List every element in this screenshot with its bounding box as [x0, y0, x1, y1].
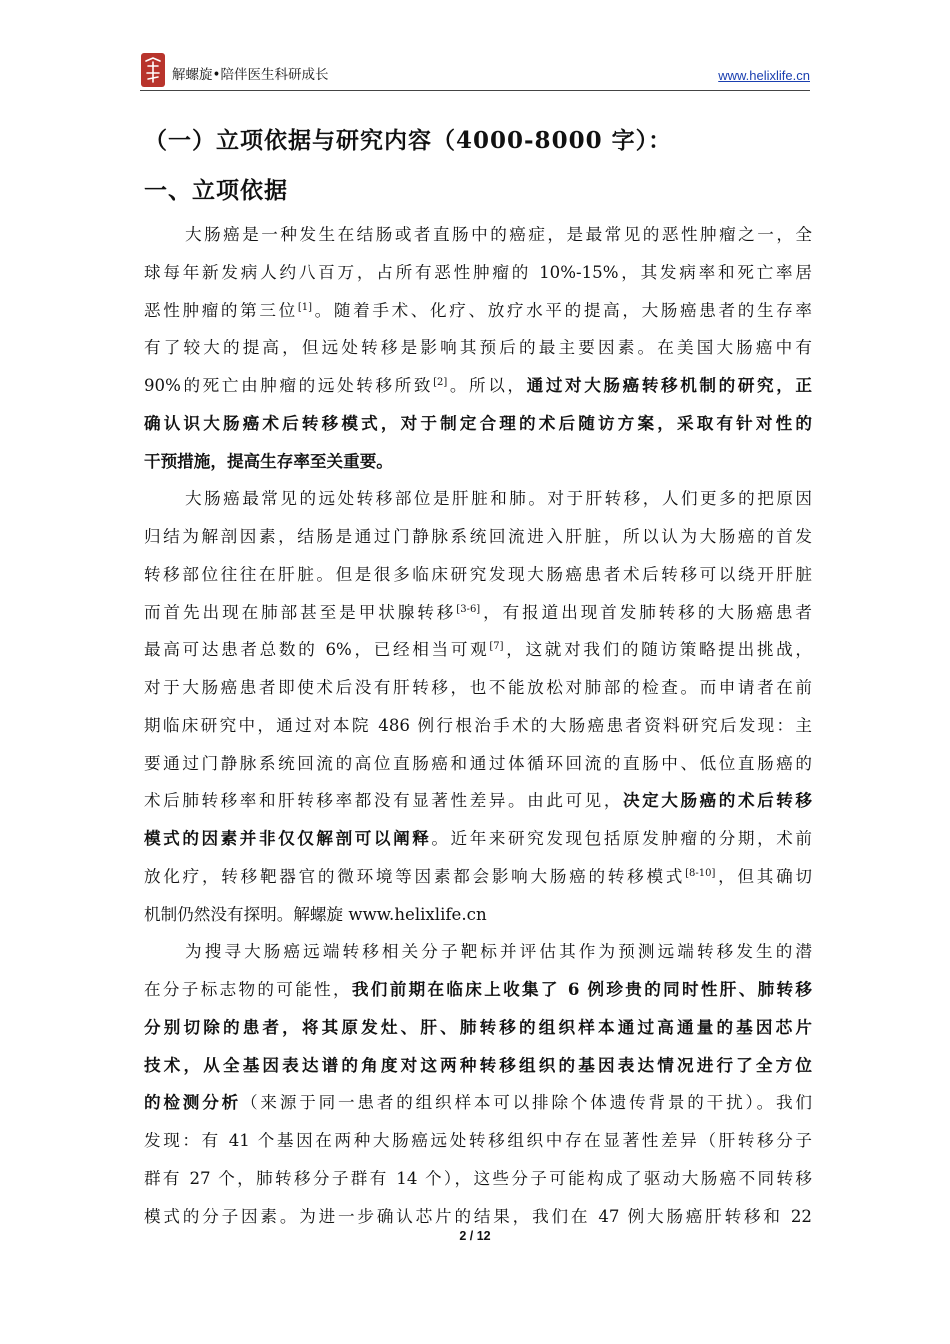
text-line [144, 292, 812, 330]
text-line [144, 631, 812, 669]
text-line: 期临床研究中，通过对本院 486 例行根治手术的大肠癌患者资料研究后发现：主 [144, 715, 812, 735]
emphasis-text: 决定大肠癌的术后转移 [622, 790, 813, 811]
emphasis-line: 确认识大肠癌术后转移模式，对于制定合理的术后随访方案，采取有针对性的 [144, 412, 812, 433]
text-run: （来源于同一患者的组织样本可以排除个体遗传背景的干扰）。我们 [241, 1093, 812, 1113]
text-run: 。所以， [447, 376, 527, 395]
text-run: ，有报道出现首发肺转移的大肠癌患者 [480, 602, 813, 622]
body-text [144, 216, 812, 1235]
emphasis-text: 通过对大肠癌转移机制的研究，正 [526, 375, 813, 395]
header-website-link[interactable]: www.helixlife.cn [718, 68, 810, 83]
page-number: 2 / 12 [459, 1229, 491, 1243]
text-run: 在分子标志物的可能性， [144, 980, 352, 999]
text-run: 恶性肿瘤的第三位 [144, 300, 298, 320]
text-line [144, 782, 812, 820]
page-header [140, 52, 810, 92]
text-line: 模式的分子因素。为进一步确认芯片的结果，我们在 47 例大肠癌肝转移和 22 [144, 1206, 812, 1226]
text-line: 转移部位往往在肝脏。但是很多临床研究发现大肠癌患者术后转移可以绕开肝脏 [144, 564, 812, 584]
citation: [7] [489, 641, 504, 653]
text-run: 术后肺转移率和肝转移率都没有显著性差异。由此可见， [144, 791, 623, 811]
text-run: 。随着手术、化疗、放疗水平的提高，大肠癌患者的生存率 [312, 300, 813, 320]
text-line [144, 971, 812, 1009]
text-line: 要通过门静脉系统回流的高位直肠癌和通过体循环回流的直肠中、低位直肠癌的 [144, 753, 812, 773]
emphasis-line: 分别切除的患者，将其原发灶、肝、肺转移的组织样本通过高通量的基因芯片 [144, 1016, 812, 1037]
emphasis-text: 我们前期在临床上收集了 6 例珍贵的同时性肝、肺转移 [351, 979, 813, 999]
emphasis-line: 干预措施，提高生存率至关重要。 [144, 450, 393, 471]
header-divider [140, 90, 810, 91]
header-tagline: 解螺旋•陪伴医生科研成长 [172, 67, 329, 83]
text-run: 。近年来研究发现包括原发肿瘤的分期，术前 [431, 829, 813, 848]
text-run: 放化疗，转移靶器官的微环境等因素都会影响大肠癌的转移模式 [144, 866, 686, 886]
text-run: ，这就对我们的随访策略提出挑战， [503, 640, 812, 660]
text-line: 机制仍然没有探明。解螺旋 www.helixlife.cn [144, 904, 487, 924]
text-line: 对于大肠癌患者即使术后没有肝转移，也不能放松对肺部的检查。而申请者在前 [144, 678, 812, 697]
document-title: （一）立项依据与研究内容（4000-8000 字）： [144, 127, 673, 154]
text-line: 为搜寻大肠癌远端转移相关分子靶标并评估其作为预测远端转移发生的潜 [185, 942, 812, 962]
text-line: 球每年新发病人约八百万，占所有恶性肿瘤的 10%-15%，其发病率和死亡率居 [144, 262, 812, 282]
citation: [2] [433, 377, 448, 388]
helixlife-logo-icon [140, 52, 166, 88]
text-line [144, 594, 812, 632]
emphasis-line: 技术，从全基因表达谱的角度对这两种转移组织的基因表达情况进行了全方位 [144, 1054, 812, 1075]
text-line: 大肠癌最常见的远处转移部位是肝脏和肺。对于肝转移，人们更多的把原因 [185, 489, 812, 509]
text-line: 群有 27 个，肺转移分子群有 14 个），这些分子可能构成了驱动大肠癌不同转移 [144, 1168, 812, 1188]
text-line [144, 1084, 812, 1122]
text-line [144, 820, 812, 858]
emphasis-text: 的检测分析 [144, 1092, 242, 1113]
text-line [144, 858, 812, 896]
emphasis-text: 模式的因素并非仅仅解剖可以阐释 [144, 828, 432, 848]
text-run: 90%的死亡由肿瘤的远处转移所致 [144, 376, 434, 395]
text-line: 发现：有 41 个基因在两种大肠癌远处转移组织中存在显著性差异（肝转移分子 [144, 1131, 812, 1150]
citation: [3-6] [456, 603, 481, 615]
text-run: 而首先出现在肺部甚至是甲状腺转移 [144, 602, 457, 622]
text-line: 大肠癌是一种发生在结肠或者直肠中的癌症，是最常见的恶性肿瘤之一，全 [185, 225, 812, 244]
text-line: 有了较大的提高，但远处转移是影响其预后的最主要因素。在美国大肠癌中有 [144, 338, 812, 358]
text-run: ，但其确切 [715, 866, 812, 886]
citation: [8-10] [685, 867, 716, 879]
citation: [1] [297, 301, 313, 313]
text-line [144, 367, 812, 405]
section-heading: 一、立项依据 [144, 177, 288, 204]
text-line: 归结为解剖因素，结肠是通过门静脉系统回流进入肝脏，所以认为大肠癌的首发 [144, 527, 812, 546]
text-run: 最高可达患者总数的 6%，已经相当可观 [144, 640, 490, 660]
